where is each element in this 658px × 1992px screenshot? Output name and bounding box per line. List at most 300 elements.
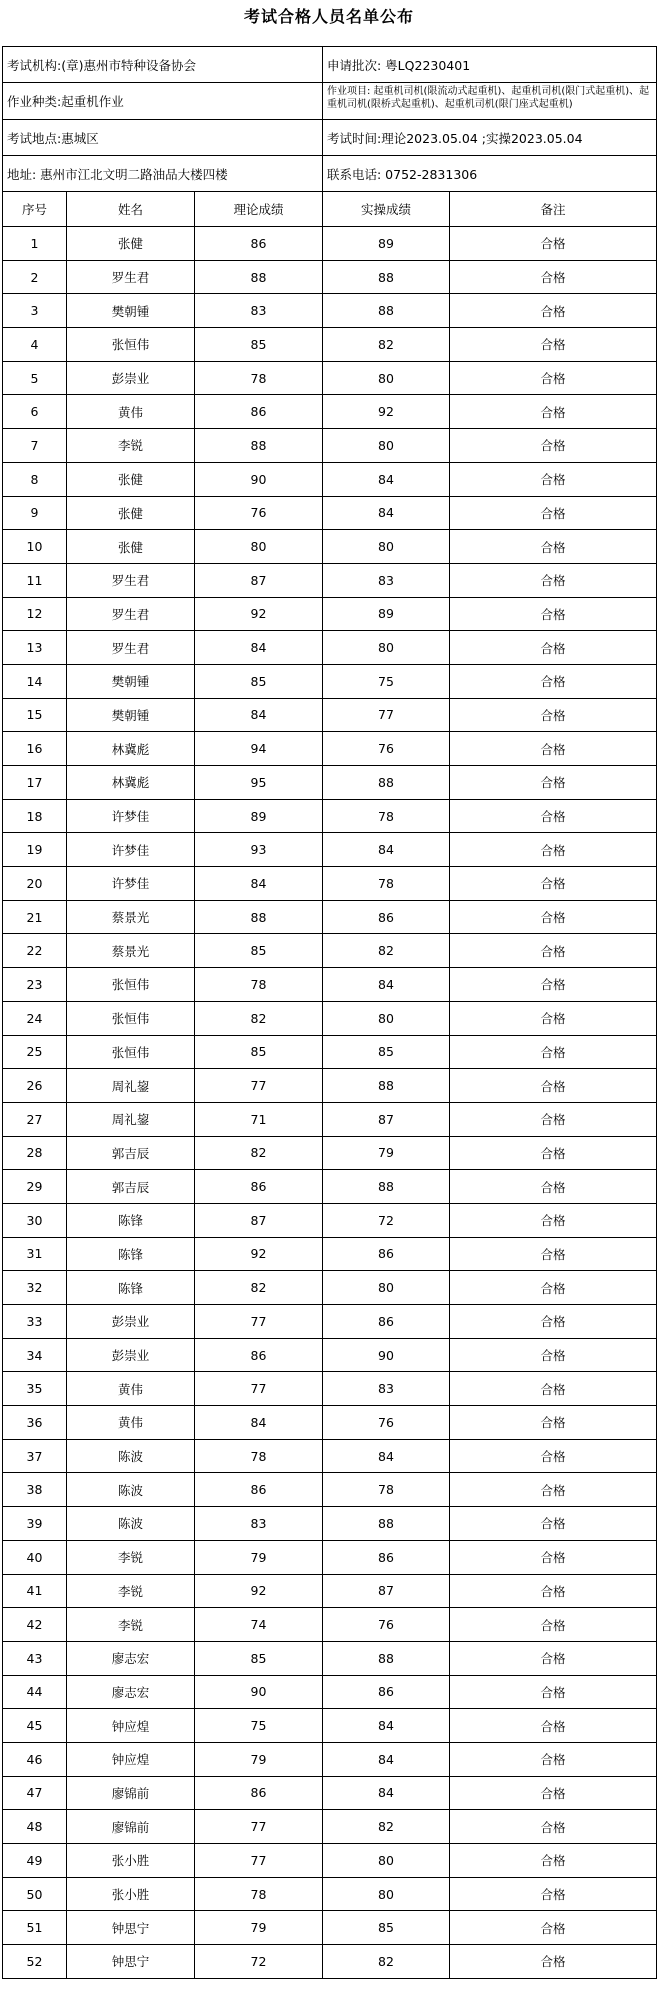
cell-no: 22 bbox=[3, 934, 67, 968]
cell-remark: 合格 bbox=[450, 260, 657, 294]
cell-remark: 合格 bbox=[450, 900, 657, 934]
cell-no: 51 bbox=[3, 1911, 67, 1945]
cell-theory: 77 bbox=[195, 1810, 323, 1844]
table-row bbox=[3, 462, 657, 496]
cell-remark: 合格 bbox=[450, 1001, 657, 1035]
table-row bbox=[3, 867, 657, 901]
cell-remark: 合格 bbox=[450, 1608, 657, 1642]
cell-remark: 合格 bbox=[450, 1372, 657, 1406]
cell-remark: 合格 bbox=[450, 1035, 657, 1069]
cell-name: 张健 bbox=[67, 462, 195, 496]
cell-theory: 87 bbox=[195, 563, 323, 597]
cell-theory: 78 bbox=[195, 1877, 323, 1911]
cell-practice: 80 bbox=[323, 1844, 450, 1878]
cell-practice: 75 bbox=[323, 664, 450, 698]
cell-remark: 合格 bbox=[450, 361, 657, 395]
cell-no: 34 bbox=[3, 1338, 67, 1372]
table-row bbox=[3, 968, 657, 1002]
table-row bbox=[3, 1608, 657, 1642]
cell-theory: 86 bbox=[195, 1170, 323, 1204]
cell-no: 36 bbox=[3, 1406, 67, 1440]
table-row bbox=[3, 833, 657, 867]
cell-name: 钟思宁 bbox=[67, 1945, 195, 1979]
cell-no: 14 bbox=[3, 664, 67, 698]
cell-name: 廖锦前 bbox=[67, 1776, 195, 1810]
table-row bbox=[3, 1877, 657, 1911]
cell-remark: 合格 bbox=[450, 1507, 657, 1541]
cell-name: 张恒伟 bbox=[67, 1001, 195, 1035]
cell-no: 33 bbox=[3, 1305, 67, 1339]
cell-no: 48 bbox=[3, 1810, 67, 1844]
cell-remark: 合格 bbox=[450, 1069, 657, 1103]
cell-theory: 75 bbox=[195, 1709, 323, 1743]
cell-practice: 80 bbox=[323, 429, 450, 463]
cell-no: 25 bbox=[3, 1035, 67, 1069]
cell-theory: 78 bbox=[195, 1439, 323, 1473]
cell-remark: 合格 bbox=[450, 227, 657, 261]
work-category: 作业种类:起重机作业 bbox=[3, 83, 323, 120]
cell-remark: 合格 bbox=[450, 968, 657, 1002]
cell-remark: 合格 bbox=[450, 1675, 657, 1709]
table-row bbox=[3, 1069, 657, 1103]
cell-theory: 84 bbox=[195, 698, 323, 732]
cell-no: 11 bbox=[3, 563, 67, 597]
cell-name: 钟应煌 bbox=[67, 1709, 195, 1743]
cell-theory: 90 bbox=[195, 462, 323, 496]
contact-phone: 联系电话: 0752-2831306 bbox=[323, 156, 657, 192]
cell-remark: 合格 bbox=[450, 1641, 657, 1675]
table-row bbox=[3, 1675, 657, 1709]
exam-org: 考试机构:(章)惠州市特种设备协会 bbox=[3, 47, 323, 83]
cell-practice: 80 bbox=[323, 1271, 450, 1305]
cell-name: 陈波 bbox=[67, 1439, 195, 1473]
table-row bbox=[3, 1439, 657, 1473]
cell-no: 31 bbox=[3, 1237, 67, 1271]
cell-theory: 82 bbox=[195, 1001, 323, 1035]
cell-practice: 80 bbox=[323, 361, 450, 395]
cell-name: 张恒伟 bbox=[67, 328, 195, 362]
cell-name: 李锐 bbox=[67, 1608, 195, 1642]
cell-no: 45 bbox=[3, 1709, 67, 1743]
table-row bbox=[3, 260, 657, 294]
cell-no: 28 bbox=[3, 1136, 67, 1170]
cell-practice: 84 bbox=[323, 1439, 450, 1473]
cell-practice: 84 bbox=[323, 833, 450, 867]
cell-no: 4 bbox=[3, 328, 67, 362]
table-row bbox=[3, 429, 657, 463]
cell-remark: 合格 bbox=[450, 395, 657, 429]
cell-practice: 88 bbox=[323, 1069, 450, 1103]
cell-practice: 86 bbox=[323, 900, 450, 934]
cell-name: 周礼鋆 bbox=[67, 1102, 195, 1136]
cell-theory: 79 bbox=[195, 1742, 323, 1776]
table-row bbox=[3, 1709, 657, 1743]
cell-remark: 合格 bbox=[450, 1237, 657, 1271]
cell-remark: 合格 bbox=[450, 766, 657, 800]
cell-name: 罗生君 bbox=[67, 260, 195, 294]
cell-practice: 87 bbox=[323, 1574, 450, 1608]
cell-practice: 84 bbox=[323, 1776, 450, 1810]
table-row bbox=[3, 1844, 657, 1878]
cell-remark: 合格 bbox=[450, 1170, 657, 1204]
cell-no: 39 bbox=[3, 1507, 67, 1541]
cell-practice: 82 bbox=[323, 328, 450, 362]
cell-theory: 76 bbox=[195, 496, 323, 530]
cell-practice: 77 bbox=[323, 698, 450, 732]
cell-no: 49 bbox=[3, 1844, 67, 1878]
cell-practice: 80 bbox=[323, 530, 450, 564]
work-project: 作业项目: 起重机司机(限流动式起重机)、起重机司机(限门式起重机)、起重机司机(限桥式起重机)、起重机司机(限门座式起重机) bbox=[323, 83, 657, 120]
cell-theory: 85 bbox=[195, 934, 323, 968]
cell-remark: 合格 bbox=[450, 1439, 657, 1473]
cell-practice: 84 bbox=[323, 496, 450, 530]
cell-practice: 80 bbox=[323, 631, 450, 665]
cell-no: 8 bbox=[3, 462, 67, 496]
cell-no: 6 bbox=[3, 395, 67, 429]
cell-no: 40 bbox=[3, 1540, 67, 1574]
table-row bbox=[3, 1540, 657, 1574]
table-row bbox=[3, 664, 657, 698]
page-title: 考试合格人员名单公布 bbox=[243, 7, 414, 26]
cell-theory: 80 bbox=[195, 530, 323, 564]
cell-name: 张小胜 bbox=[67, 1844, 195, 1878]
cell-name: 彭崇业 bbox=[67, 1305, 195, 1339]
cell-no: 35 bbox=[3, 1372, 67, 1406]
cell-no: 2 bbox=[3, 260, 67, 294]
cell-theory: 82 bbox=[195, 1136, 323, 1170]
cell-practice: 78 bbox=[323, 799, 450, 833]
cell-no: 19 bbox=[3, 833, 67, 867]
cell-name: 李锐 bbox=[67, 429, 195, 463]
cell-practice: 83 bbox=[323, 563, 450, 597]
cell-remark: 合格 bbox=[450, 530, 657, 564]
cell-theory: 84 bbox=[195, 631, 323, 665]
cell-practice: 78 bbox=[323, 1473, 450, 1507]
cell-remark: 合格 bbox=[450, 833, 657, 867]
cell-name: 黄伟 bbox=[67, 395, 195, 429]
table-row bbox=[3, 1305, 657, 1339]
cell-practice: 76 bbox=[323, 1608, 450, 1642]
cell-name: 罗生君 bbox=[67, 563, 195, 597]
cell-theory: 77 bbox=[195, 1305, 323, 1339]
cell-theory: 77 bbox=[195, 1069, 323, 1103]
cell-remark: 合格 bbox=[450, 429, 657, 463]
table-row bbox=[3, 1507, 657, 1541]
table-row bbox=[3, 1170, 657, 1204]
table-row bbox=[3, 1406, 657, 1440]
table-row bbox=[3, 1237, 657, 1271]
cell-remark: 合格 bbox=[450, 664, 657, 698]
table-row bbox=[3, 799, 657, 833]
cell-theory: 88 bbox=[195, 260, 323, 294]
cell-practice: 86 bbox=[323, 1675, 450, 1709]
cell-no: 7 bbox=[3, 429, 67, 463]
table-row bbox=[3, 1203, 657, 1237]
cell-remark: 合格 bbox=[450, 1945, 657, 1979]
cell-theory: 79 bbox=[195, 1540, 323, 1574]
cell-remark: 合格 bbox=[450, 294, 657, 328]
cell-remark: 合格 bbox=[450, 1742, 657, 1776]
cell-name: 樊朝锺 bbox=[67, 664, 195, 698]
cell-remark: 合格 bbox=[450, 1844, 657, 1878]
cell-no: 12 bbox=[3, 597, 67, 631]
cell-no: 16 bbox=[3, 732, 67, 766]
cell-remark: 合格 bbox=[450, 732, 657, 766]
table-row bbox=[3, 934, 657, 968]
cell-remark: 合格 bbox=[450, 597, 657, 631]
cell-name: 樊朝锺 bbox=[67, 698, 195, 732]
table-row bbox=[3, 732, 657, 766]
cell-theory: 94 bbox=[195, 732, 323, 766]
cell-theory: 95 bbox=[195, 766, 323, 800]
cell-practice: 80 bbox=[323, 1001, 450, 1035]
cell-theory: 84 bbox=[195, 867, 323, 901]
cell-remark: 合格 bbox=[450, 1877, 657, 1911]
cell-name: 陈波 bbox=[67, 1507, 195, 1541]
cell-name: 罗生君 bbox=[67, 597, 195, 631]
cell-remark: 合格 bbox=[450, 328, 657, 362]
cell-practice: 88 bbox=[323, 260, 450, 294]
cell-name: 廖锦前 bbox=[67, 1810, 195, 1844]
cell-theory: 89 bbox=[195, 799, 323, 833]
cell-practice: 83 bbox=[323, 1372, 450, 1406]
cell-remark: 合格 bbox=[450, 563, 657, 597]
cell-name: 张恒伟 bbox=[67, 968, 195, 1002]
table-row bbox=[3, 1102, 657, 1136]
cell-practice: 76 bbox=[323, 1406, 450, 1440]
cell-name: 郭吉辰 bbox=[67, 1170, 195, 1204]
cell-no: 42 bbox=[3, 1608, 67, 1642]
cell-name: 钟应煌 bbox=[67, 1742, 195, 1776]
cell-practice: 90 bbox=[323, 1338, 450, 1372]
cell-name: 陈锋 bbox=[67, 1203, 195, 1237]
cell-name: 郭吉辰 bbox=[67, 1136, 195, 1170]
cell-practice: 76 bbox=[323, 732, 450, 766]
table-row bbox=[3, 1035, 657, 1069]
cell-remark: 合格 bbox=[450, 867, 657, 901]
cell-theory: 87 bbox=[195, 1203, 323, 1237]
cell-name: 廖志宏 bbox=[67, 1675, 195, 1709]
table-row bbox=[3, 496, 657, 530]
cell-theory: 85 bbox=[195, 1035, 323, 1069]
cell-practice: 92 bbox=[323, 395, 450, 429]
cell-no: 1 bbox=[3, 227, 67, 261]
cell-remark: 合格 bbox=[450, 1574, 657, 1608]
cell-theory: 71 bbox=[195, 1102, 323, 1136]
cell-no: 5 bbox=[3, 361, 67, 395]
cell-no: 24 bbox=[3, 1001, 67, 1035]
cell-remark: 合格 bbox=[450, 1406, 657, 1440]
cell-theory: 88 bbox=[195, 429, 323, 463]
table-row bbox=[3, 631, 657, 665]
cell-name: 林冀彪 bbox=[67, 732, 195, 766]
cell-remark: 合格 bbox=[450, 496, 657, 530]
cell-name: 许梦佳 bbox=[67, 867, 195, 901]
cell-practice: 85 bbox=[323, 1911, 450, 1945]
cell-no: 41 bbox=[3, 1574, 67, 1608]
table-row bbox=[3, 1810, 657, 1844]
cell-name: 张恒伟 bbox=[67, 1035, 195, 1069]
cell-no: 10 bbox=[3, 530, 67, 564]
cell-no: 3 bbox=[3, 294, 67, 328]
cell-practice: 88 bbox=[323, 294, 450, 328]
cell-name: 张健 bbox=[67, 227, 195, 261]
cell-remark: 合格 bbox=[450, 1102, 657, 1136]
cell-remark: 合格 bbox=[450, 631, 657, 665]
cell-theory: 78 bbox=[195, 968, 323, 1002]
cell-no: 20 bbox=[3, 867, 67, 901]
cell-practice: 82 bbox=[323, 934, 450, 968]
address: 地址: 惠州市江北文明二路油品大楼四楼 bbox=[3, 156, 323, 192]
table-row bbox=[3, 1136, 657, 1170]
cell-practice: 82 bbox=[323, 1945, 450, 1979]
cell-theory: 83 bbox=[195, 1507, 323, 1541]
cell-name: 钟思宁 bbox=[67, 1911, 195, 1945]
table-row bbox=[3, 1271, 657, 1305]
cell-no: 21 bbox=[3, 900, 67, 934]
cell-name: 罗生君 bbox=[67, 631, 195, 665]
cell-theory: 82 bbox=[195, 1271, 323, 1305]
cell-name: 李锐 bbox=[67, 1540, 195, 1574]
cell-theory: 92 bbox=[195, 1574, 323, 1608]
cell-remark: 合格 bbox=[450, 1271, 657, 1305]
cell-practice: 86 bbox=[323, 1305, 450, 1339]
table-row bbox=[3, 361, 657, 395]
cell-theory: 85 bbox=[195, 328, 323, 362]
col-header-remark: 备注 bbox=[450, 192, 657, 227]
cell-name: 廖志宏 bbox=[67, 1641, 195, 1675]
cell-theory: 85 bbox=[195, 664, 323, 698]
cell-remark: 合格 bbox=[450, 799, 657, 833]
cell-name: 许梦佳 bbox=[67, 833, 195, 867]
cell-practice: 88 bbox=[323, 1507, 450, 1541]
table-row bbox=[3, 1574, 657, 1608]
cell-practice: 89 bbox=[323, 227, 450, 261]
cell-practice: 88 bbox=[323, 1641, 450, 1675]
results-table bbox=[2, 46, 657, 1979]
cell-name: 蔡景光 bbox=[67, 900, 195, 934]
cell-no: 9 bbox=[3, 496, 67, 530]
cell-remark: 合格 bbox=[450, 1203, 657, 1237]
application-batch: 申请批次: 粤LQ2230401 bbox=[323, 47, 657, 83]
cell-theory: 86 bbox=[195, 227, 323, 261]
cell-name: 许梦佳 bbox=[67, 799, 195, 833]
cell-practice: 79 bbox=[323, 1136, 450, 1170]
cell-remark: 合格 bbox=[450, 698, 657, 732]
cell-no: 18 bbox=[3, 799, 67, 833]
cell-practice: 89 bbox=[323, 597, 450, 631]
cell-name: 彭崇业 bbox=[67, 1338, 195, 1372]
cell-remark: 合格 bbox=[450, 1776, 657, 1810]
col-header-practice: 实操成绩 bbox=[323, 192, 450, 227]
cell-no: 47 bbox=[3, 1776, 67, 1810]
cell-theory: 77 bbox=[195, 1372, 323, 1406]
cell-remark: 合格 bbox=[450, 462, 657, 496]
table-row bbox=[3, 328, 657, 362]
cell-remark: 合格 bbox=[450, 1136, 657, 1170]
cell-no: 37 bbox=[3, 1439, 67, 1473]
cell-remark: 合格 bbox=[450, 1305, 657, 1339]
cell-theory: 78 bbox=[195, 361, 323, 395]
cell-theory: 83 bbox=[195, 294, 323, 328]
cell-no: 30 bbox=[3, 1203, 67, 1237]
cell-no: 27 bbox=[3, 1102, 67, 1136]
cell-practice: 78 bbox=[323, 867, 450, 901]
cell-practice: 87 bbox=[323, 1102, 450, 1136]
cell-no: 13 bbox=[3, 631, 67, 665]
cell-practice: 80 bbox=[323, 1877, 450, 1911]
cell-no: 44 bbox=[3, 1675, 67, 1709]
cell-no: 23 bbox=[3, 968, 67, 1002]
cell-practice: 88 bbox=[323, 1170, 450, 1204]
cell-practice: 85 bbox=[323, 1035, 450, 1069]
cell-no: 43 bbox=[3, 1641, 67, 1675]
table-row bbox=[3, 563, 657, 597]
cell-remark: 合格 bbox=[450, 1709, 657, 1743]
cell-theory: 74 bbox=[195, 1608, 323, 1642]
cell-theory: 72 bbox=[195, 1945, 323, 1979]
cell-practice: 84 bbox=[323, 462, 450, 496]
table-row bbox=[3, 766, 657, 800]
cell-name: 张健 bbox=[67, 530, 195, 564]
table-row bbox=[3, 1945, 657, 1979]
cell-theory: 85 bbox=[195, 1641, 323, 1675]
table-row bbox=[3, 1372, 657, 1406]
cell-name: 周礼鋆 bbox=[67, 1069, 195, 1103]
cell-remark: 合格 bbox=[450, 934, 657, 968]
cell-no: 32 bbox=[3, 1271, 67, 1305]
cell-name: 陈锋 bbox=[67, 1237, 195, 1271]
table-row bbox=[3, 1776, 657, 1810]
cell-theory: 90 bbox=[195, 1675, 323, 1709]
table-row bbox=[3, 1338, 657, 1372]
cell-theory: 92 bbox=[195, 1237, 323, 1271]
cell-name: 张健 bbox=[67, 496, 195, 530]
cell-practice: 82 bbox=[323, 1810, 450, 1844]
table-row bbox=[3, 530, 657, 564]
cell-practice: 86 bbox=[323, 1237, 450, 1271]
table-row bbox=[3, 1641, 657, 1675]
table-row bbox=[3, 294, 657, 328]
cell-name: 黄伟 bbox=[67, 1372, 195, 1406]
cell-theory: 84 bbox=[195, 1406, 323, 1440]
cell-name: 樊朝锺 bbox=[67, 294, 195, 328]
cell-remark: 合格 bbox=[450, 1473, 657, 1507]
cell-practice: 72 bbox=[323, 1203, 450, 1237]
cell-theory: 92 bbox=[195, 597, 323, 631]
cell-remark: 合格 bbox=[450, 1540, 657, 1574]
exam-time: 考试时间:理论2023.05.04 ;实操2023.05.04 bbox=[323, 120, 657, 156]
col-header-theory: 理论成绩 bbox=[195, 192, 323, 227]
cell-theory: 79 bbox=[195, 1911, 323, 1945]
header-row bbox=[3, 192, 657, 227]
table-row bbox=[3, 1742, 657, 1776]
cell-name: 黄伟 bbox=[67, 1406, 195, 1440]
table-row bbox=[3, 395, 657, 429]
cell-remark: 合格 bbox=[450, 1338, 657, 1372]
cell-theory: 88 bbox=[195, 900, 323, 934]
cell-remark: 合格 bbox=[450, 1810, 657, 1844]
cell-practice: 86 bbox=[323, 1540, 450, 1574]
cell-name: 张小胜 bbox=[67, 1877, 195, 1911]
table-row bbox=[3, 227, 657, 261]
cell-practice: 84 bbox=[323, 968, 450, 1002]
cell-theory: 86 bbox=[195, 1473, 323, 1507]
cell-theory: 86 bbox=[195, 1776, 323, 1810]
exam-location: 考试地点:惠城区 bbox=[3, 120, 323, 156]
table-body bbox=[3, 227, 657, 1979]
cell-no: 29 bbox=[3, 1170, 67, 1204]
